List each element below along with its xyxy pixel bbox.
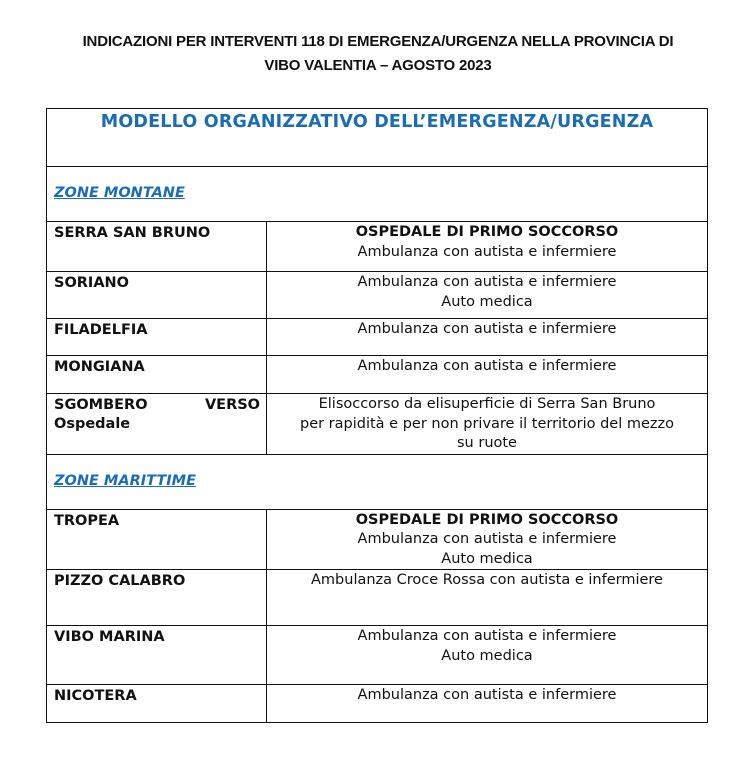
service-line: Auto medica	[441, 293, 533, 310]
table-row	[47, 626, 708, 685]
service-cell	[267, 394, 708, 455]
location-part: Ospedale	[54, 416, 131, 432]
location-cell: TROPEA	[47, 509, 267, 570]
location-cell: NICOTERA	[47, 685, 267, 723]
title-line-2: VIBO VALENTIA – AGOSTO 2023	[264, 57, 492, 74]
location-cell: MONGIANA	[47, 356, 267, 394]
location-cell: FILADELFIA	[47, 319, 267, 356]
service-cell	[267, 685, 708, 723]
service-line: Ambulanza con autista e infermiere	[357, 628, 617, 644]
service-cell	[267, 272, 708, 319]
table-row	[47, 394, 708, 455]
table-row	[47, 685, 708, 723]
service-cell	[267, 356, 708, 394]
service-cell	[267, 570, 708, 626]
service-line: Auto medica	[441, 647, 533, 664]
service-line: Ambulanza con autista e infermiere	[357, 243, 617, 260]
table-header-cell	[47, 109, 708, 167]
document-title	[0, 30, 756, 78]
title-line-1: INDICAZIONI PER INTERVENTI 118 DI EMERGENZA/URGENZA NELLA PROVINCIA DI	[82, 33, 674, 50]
location-cell: SERRA SAN BRUNO	[47, 222, 267, 272]
service-line: Ambulanza con autista e infermiere	[357, 321, 617, 337]
location-part: VERSO	[204, 397, 260, 413]
service-cell	[267, 509, 708, 570]
table-header-row	[47, 109, 708, 167]
service-line: Ambulanza con autista e infermiere	[357, 274, 617, 290]
service-line: per rapidità e per non privare il territorio del mezzo	[299, 415, 674, 432]
service-line: su ruote	[457, 435, 517, 451]
service-line: Ambulanza con autista e infermiere	[357, 358, 617, 374]
table-row	[47, 319, 708, 356]
service-heading: OSPEDALE DI PRIMO SOCCORSO	[355, 511, 619, 528]
table-row	[47, 356, 708, 394]
zone-heading-marittime: ZONE MARITTIME	[54, 472, 196, 489]
service-cell	[267, 319, 708, 356]
location-cell: PIZZO CALABRO	[47, 570, 267, 626]
service-cell	[267, 626, 708, 685]
table-row	[47, 272, 708, 319]
location-cell: VIBO MARINA	[47, 626, 267, 685]
table-row	[47, 222, 708, 272]
zone-row	[47, 167, 708, 222]
location-part: SGOMBERO	[54, 397, 148, 413]
table-row	[47, 570, 708, 626]
service-line: Ambulanza Croce Rossa con autista e infermiere	[311, 572, 663, 588]
service-line: Ambulanza con autista e infermiere	[357, 531, 617, 547]
service-line: Auto medica	[441, 550, 533, 567]
service-heading: OSPEDALE DI PRIMO SOCCORSO	[355, 224, 619, 240]
zone-row	[47, 454, 708, 509]
emergency-model-table	[46, 108, 708, 723]
table-header: MODELLO ORGANIZZATIVO DELL’EMERGENZA/URGENZA	[100, 112, 654, 132]
location-cell	[47, 394, 267, 455]
table-row	[47, 509, 708, 570]
service-line: Elisoccorso da elisuperficie di Serra San Bruno	[318, 396, 656, 412]
service-cell	[267, 222, 708, 272]
location-cell: SORIANO	[47, 272, 267, 319]
service-line: Ambulanza con autista e infermiere	[357, 687, 617, 703]
zone-heading-montane: ZONE MONTANE	[54, 185, 185, 201]
